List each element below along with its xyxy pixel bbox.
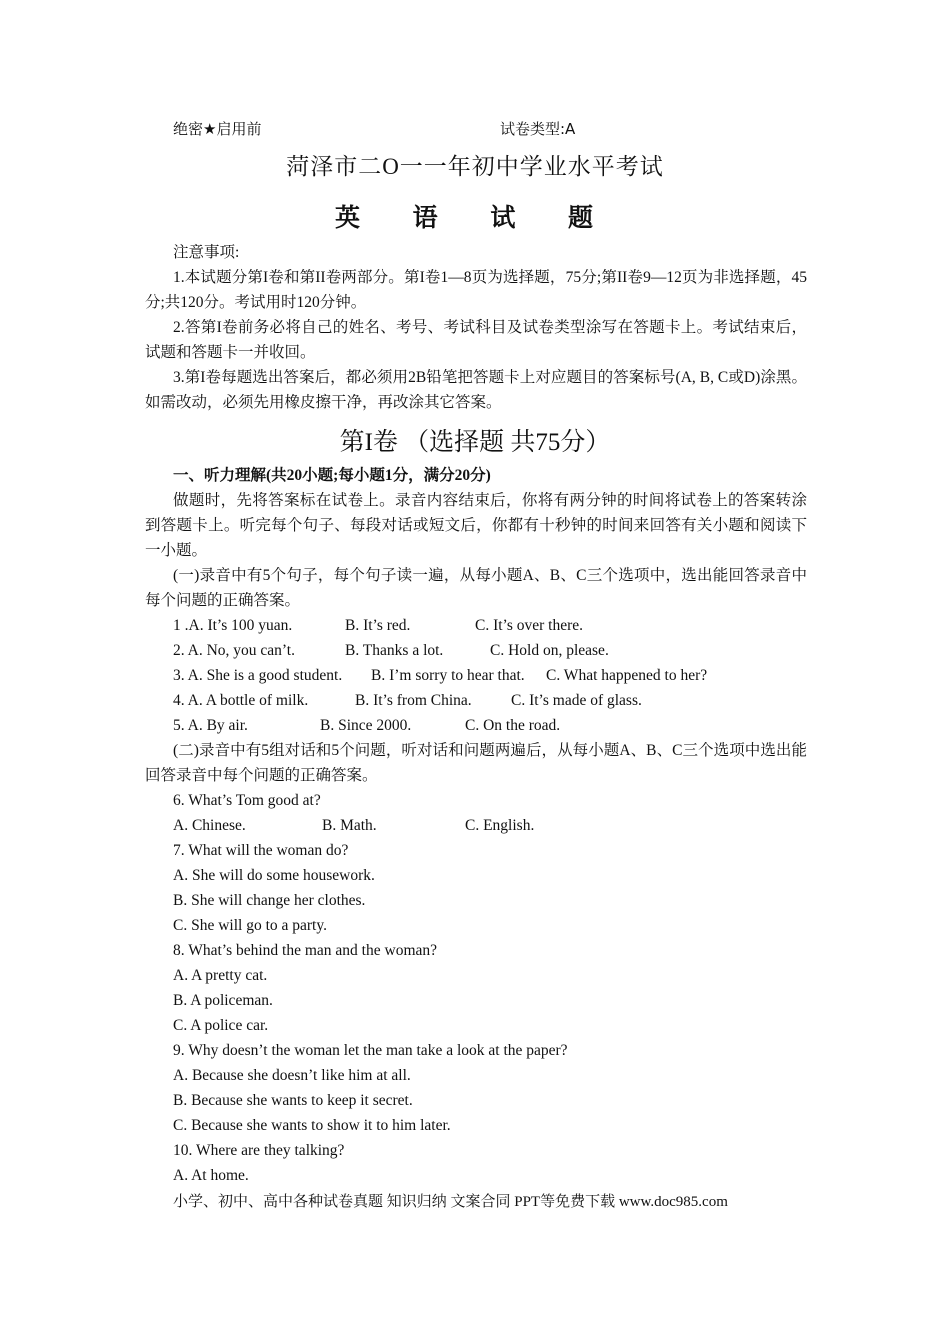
exam-title: 菏泽市二O一一年初中学业水平考试 — [286, 154, 664, 179]
paper-type-label: 试卷类型:A — [500, 120, 576, 138]
q6-option-b: B. Math. — [322, 817, 377, 834]
q7-option-a: A. She will do some housework. — [173, 867, 375, 884]
part-heading: 一、听力理解(共20小题;每小题1分，满分20分) — [173, 467, 491, 484]
q8-question: 8. What’s behind the man and the woman? — [173, 942, 438, 959]
q3-option-b: B. I’m sorry to hear that. — [371, 667, 525, 684]
sub1-intro: (一)录音中有5个句子，每个句子读一遍，从每小题A、B、C三个选项中，选出能回答录音中每个问题的正确答案。 — [145, 567, 807, 609]
q9-option-a: A. Because she doesn’t like him at all. — [173, 1067, 411, 1084]
q4-option-b: B. It’s from China. — [355, 692, 472, 709]
q6-option-a: A. Chinese. — [173, 817, 246, 834]
q8-option-a: A. A pretty cat. — [173, 967, 268, 984]
q8-option-c: C. A police car. — [173, 1017, 269, 1034]
footer-ad: 小学、初中、高中各种试卷真题 知识归纳 文案合同 PPT等免费下载 www.doc985.com — [173, 1194, 728, 1210]
q7-question: 7. What will the woman do? — [173, 842, 349, 859]
notice-item: 2.答第I卷前务必将自己的姓名、考号、考试科目及试卷类型涂写在答题卡上。考试结束后，试题和答题卡一并收回。 — [145, 319, 807, 361]
q10-option-a: A. At home. — [173, 1167, 249, 1184]
q1-option-a: 1 .A. It’s 100 yuan. — [173, 617, 293, 634]
q1-option-c: C. It’s over there. — [475, 617, 584, 634]
q8-option-b: B. A policeman. — [173, 992, 273, 1009]
q9-option-b: B. Because she wants to keep it secret. — [173, 1092, 413, 1109]
q9-question: 9. Why doesn’t the woman let the man take a look at the paper? — [173, 1042, 568, 1059]
q3-option-a: 3. A. She is a good student. — [173, 667, 343, 684]
q4-option-c: C. It’s made of glass. — [511, 692, 642, 709]
q6-question: 6. What’s Tom good at? — [173, 792, 321, 809]
part-intro: 做题时，先将答案标在试卷上。录音内容结束后，你将有两分钟的时间将试卷上的答案转涂到答题卡上。听完每个句子、每段对话或短文后，你都有十秒钟的时间来回答有关小题和阅读下一小题。 — [145, 492, 807, 559]
q2-option-a: 2. A. No, you can’t. — [173, 642, 295, 659]
q5-option-c: C. On the road. — [465, 717, 561, 734]
q5-option-b: B. Since 2000. — [320, 717, 412, 734]
notice-heading: 注意事项: — [173, 244, 240, 261]
q5-option-a: 5. A. By air. — [173, 717, 248, 734]
q10-question: 10. Where are they talking? — [173, 1142, 345, 1159]
section-title: 第I卷 （选择题 共75分） — [339, 429, 611, 456]
q9-option-c: C. Because she wants to show it to him later. — [173, 1117, 451, 1134]
q7-option-b: B. She will change her clothes. — [173, 892, 366, 909]
q2-option-b: B. Thanks a lot. — [345, 642, 444, 659]
q4-option-a: 4. A. A bottle of milk. — [173, 692, 309, 709]
q3-option-c: C. What happened to her? — [546, 667, 708, 684]
q2-option-c: C. Hold on, please. — [490, 642, 609, 659]
q6-option-c: C. English. — [465, 817, 535, 834]
exam-subtitle: 英 语 试 题 — [334, 203, 616, 232]
q1-option-b: B. It’s red. — [345, 617, 411, 634]
q7-option-c: C. She will go to a party. — [173, 917, 327, 934]
confidential-label: 绝密★启用前 — [173, 120, 262, 138]
notice-item: 1.本试题分第I卷和第II卷两部分。第I卷1—8页为选择题，75分;第II卷9—12页为非选择题，45分;共120分。考试用时120分钟。 — [145, 269, 807, 311]
sub2-intro: (二)录音中有5组对话和5个问题，听对话和问题两遍后，从每小题A、B、C三个选项中选出能回答录音中每个问题的正确答案。 — [145, 742, 807, 784]
notice-item: 3.第I卷每题选出答案后，都必须用2B铅笔把答题卡上对应题目的答案标号(A, B, C或D)涂黑。如需改动，必须先用橡皮擦干净，再改涂其它答案。 — [145, 369, 807, 411]
